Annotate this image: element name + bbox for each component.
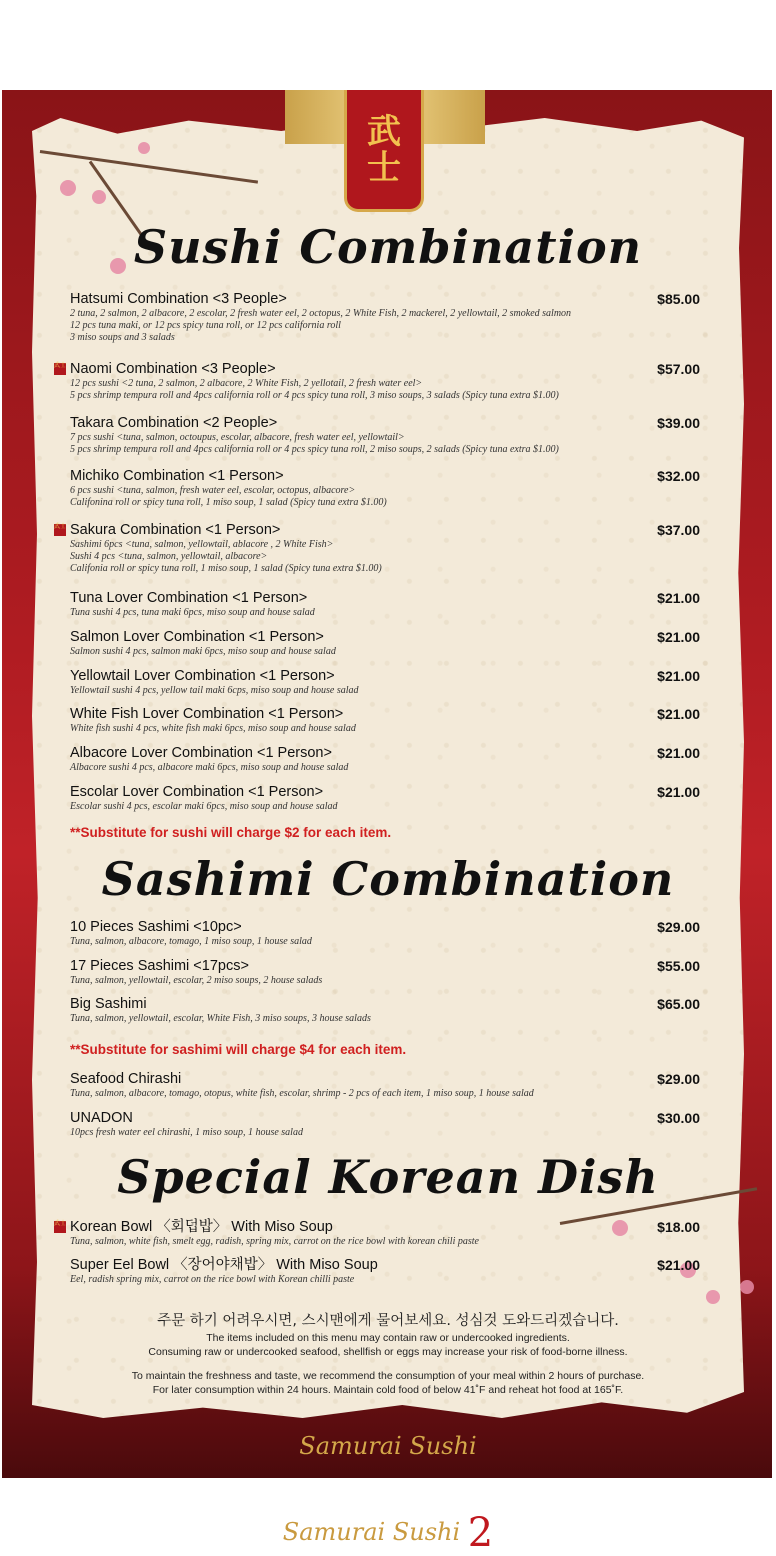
sushi-section-title: Sushi Combination — [133, 220, 643, 274]
seal-char-top: 武 — [367, 111, 401, 152]
menu-item-name: Seafood Chirashi — [70, 1071, 182, 1087]
menu-item-description: Salmon sushi 4 pcs, salmon maki 6pcs, miso soup and house salad — [70, 646, 336, 657]
menu-item-description: Tuna sushi 4 pcs, tuna maki 6pcs, miso soup and house salad — [70, 607, 315, 618]
menu-item-price: $21.00 — [657, 784, 700, 800]
menu-item-price: $32.00 — [657, 468, 700, 484]
menu-item-name: White Fish Lover Combination <1 Person> — [70, 706, 344, 722]
sushi-substitute-note: **Substitute for sushi will charge $2 for each item. — [70, 825, 392, 840]
menu-item-description: 5 pcs shrimp tempura roll and 4pcs california roll or 4 pcs spicy tuna roll, 2 miso soups, 2 salads (Spicy tuna extra $1.00) — [70, 444, 559, 455]
menu-item-price: $65.00 — [657, 996, 700, 1012]
menu-item-name: Big Sashimi — [70, 996, 147, 1012]
menu-item-name: Albacore Lover Combination <1 Person> — [70, 745, 332, 761]
menu-item-name: Sakura Combination <1 Person> — [70, 522, 281, 538]
menu-item-description: 12 pcs sushi <2 tuna, 2 salmon, 2 albacore, 2 White Fish, 2 yellotail, 2 fresh water eel> — [70, 378, 423, 389]
menu-item-price: $30.00 — [657, 1110, 700, 1126]
samurai-sushi-2-logo — [0, 1510, 776, 1556]
menu-item-price: $21.00 — [657, 590, 700, 606]
menu-item — [70, 919, 710, 948]
menu-item-description: Yellowtail sushi 4 pcs, yellow tail maki 6cps, miso soup and house salad — [70, 685, 359, 696]
chef-special-icon: 武士 — [54, 363, 66, 375]
menu-item-price: $21.00 — [657, 629, 700, 645]
menu-item — [70, 1257, 710, 1286]
menu-item — [54, 361, 710, 402]
menu-item-price: $21.00 — [657, 706, 700, 722]
menu-item-name: 17 Pieces Sashimi <17pcs> — [70, 958, 249, 974]
menu-item — [54, 1219, 710, 1248]
disclaimer-freshness — [0, 1369, 776, 1397]
menu-item-description: Sashimi 6pcs <tuna, salmon, yellowtail, ablacore , 2 White Fish> — [70, 539, 334, 550]
menu-item — [70, 1110, 710, 1139]
chef-special-icon: 武士 — [54, 524, 66, 536]
sashimi-section-title: Sashimi Combination — [101, 852, 675, 906]
menu-item-description: 12 pcs tuna maki, or 12 pcs spicy tuna roll, or 12 pcs california roll — [70, 320, 341, 331]
menu-item-price: $29.00 — [657, 919, 700, 935]
menu-item-description: 3 miso soups and 3 salads — [70, 332, 175, 343]
menu-item-name: Takara Combination <2 People> — [70, 415, 278, 431]
menu-item-description: Tuna, salmon, white fish, smelt egg, radish, spring mix, carrot on the rice bowl with korean chili paste — [70, 1236, 479, 1247]
menu-item-description: Tuna, salmon, yellowtail, escolar, 2 miso soups, 2 house salads — [70, 975, 323, 986]
logo-number: 2 — [467, 1510, 494, 1556]
menu-item-price: $21.00 — [657, 1257, 700, 1273]
disclaimer-line: Consuming raw or undercooked seafood, shellfish or eggs may increase your risk of food-borne illness. — [148, 1346, 628, 1358]
menu-item-price: $21.00 — [657, 668, 700, 684]
menu-item-name: Yellowtail Lover Combination <1 Person> — [70, 668, 335, 684]
korean-section-title: Special Korean Dish — [117, 1150, 659, 1204]
menu-item-price: $29.00 — [657, 1071, 700, 1087]
menu-item-name: UNADON — [70, 1110, 133, 1126]
menu-item — [70, 996, 710, 1025]
menu-item-description: Albacore sushi 4 pcs, albacore maki 6pcs, miso soup and house salad — [70, 762, 349, 773]
disclaimer-line: For later consumption within 24 hours. Maintain cold food of below 41˚F and reheat hot food at 165˚F. — [152, 1384, 624, 1396]
menu-item-price: $57.00 — [657, 361, 700, 377]
menu-item — [70, 629, 710, 658]
menu-item-description: 5 pcs shrimp tempura roll and 4pcs california roll or 4 pcs spicy tuna roll, 3 miso soups, 3 salads (Spicy tuna extra $1.00) — [70, 390, 559, 401]
menu-item-name: Korean Bowl 〈회덥밥〉 With Miso Soup — [70, 1219, 333, 1235]
menu-item-name: Escolar Lover Combination <1 Person> — [70, 784, 324, 800]
menu-item-price: $21.00 — [657, 745, 700, 761]
menu-item-price: $85.00 — [657, 291, 700, 307]
chef-special-icon: 武士 — [54, 1221, 66, 1233]
menu-item — [70, 706, 710, 735]
menu-item-description: Tuna, salmon, yellowtail, escolar, White Fish, 3 miso soups, 3 house salads — [70, 1013, 371, 1024]
menu-item-description: 6 pcs sushi <tuna, salmon, fresh water eel, escolar, octopus, albacore> — [70, 485, 356, 496]
menu-item — [70, 668, 710, 697]
menu-item-description: White fish sushi 4 pcs, white fish maki 6pcs, miso soup and house salad — [70, 723, 356, 734]
menu-item — [70, 784, 710, 813]
menu-item-description: Tuna, salmon, albacore, tomago, 1 miso soup, 1 house salad — [70, 936, 312, 947]
menu-item-name: Hatsumi Combination <3 People> — [70, 291, 287, 307]
menu-item — [70, 468, 710, 509]
samurai-seal — [344, 90, 424, 212]
menu-item — [70, 745, 710, 774]
menu-item-description: Escolar sushi 4 pcs, escolar maki 6pcs, miso soup and house salad — [70, 801, 338, 812]
menu-item-description: Tuna, salmon, albacore, tomago, otopus, white fish, escolar, shrimp - 2 pcs of each item, 1 miso soup, 1 house salad — [70, 1088, 534, 1099]
menu-item-name: Super Eel Bowl 〈장어야채밥〉 With Miso Soup — [70, 1257, 378, 1273]
menu-item-name: Tuna Lover Combination <1 Person> — [70, 590, 308, 606]
menu-item-description: 7 pcs sushi <tuna, salmon, octoupus, escolar, albacore, fresh water eel, yellowtail> — [70, 432, 405, 443]
disclaimer-line: The items included on this menu may contain raw or undercooked ingredients. — [206, 1332, 570, 1344]
menu-item-description: Califonina roll or spicy tuna roll, 1 miso soup, 1 salad (Spicy tuna extra $1.00) — [70, 497, 387, 508]
seal-char-bottom: 士 — [367, 147, 401, 188]
menu-item — [70, 291, 710, 344]
menu-item-name: Michiko Combination <1 Person> — [70, 468, 284, 484]
menu-item-description: 2 tuna, 2 salmon, 2 albacore, 2 escolar, 2 fresh water eel, 2 octopus, 2 White Fish, 2 mackerel, 2 yellowtail, 2 smoked salmon — [70, 308, 572, 319]
sashimi-substitute-note: **Substitute for sashimi will charge $4 for each item. — [70, 1042, 407, 1057]
menu-item-price: $39.00 — [657, 415, 700, 431]
menu-item — [70, 590, 710, 619]
menu-item-description: Califonia roll or spicy tuna roll, 1 miso soup, 1 salad (Spicy tuna extra $1.00) — [70, 563, 382, 574]
disclaimer-raw-food — [0, 1331, 776, 1359]
menu-item-price: $18.00 — [657, 1219, 700, 1235]
menu-item-description: Sushi 4 pcs <tuna, salmon, yellowtail, albacore> — [70, 551, 268, 562]
korean-help-message: 주문 하기 어려우시면, 스시맨에게 물어보세요. 성심것 도와드리겠습니다. — [157, 1313, 619, 1329]
samurai-sushi-logo: Samurai Sushi — [299, 1432, 477, 1460]
menu-item-description: 10pcs fresh water eel chirashi, 1 miso soup, 1 house salad — [70, 1127, 303, 1138]
logo-text: Samurai Sushi — [282, 1518, 461, 1546]
menu-item-price: $37.00 — [657, 522, 700, 538]
menu-item — [70, 958, 710, 987]
menu-item-description: Eel, radish spring mix, carrot on the rice bowl with Korean chilli paste — [70, 1274, 355, 1285]
menu-item-name: Naomi Combination <3 People> — [70, 361, 276, 377]
menu-item-price: $55.00 — [657, 958, 700, 974]
menu-item-name: 10 Pieces Sashimi <10pc> — [70, 919, 242, 935]
menu-item-name: Salmon Lover Combination <1 Person> — [70, 629, 324, 645]
disclaimer-line: To maintain the freshness and taste, we recommend the consumption of your meal within 2 hours of purchase. — [131, 1370, 645, 1382]
menu-item — [70, 1071, 710, 1100]
menu-item — [70, 415, 710, 456]
menu-item — [54, 522, 710, 575]
